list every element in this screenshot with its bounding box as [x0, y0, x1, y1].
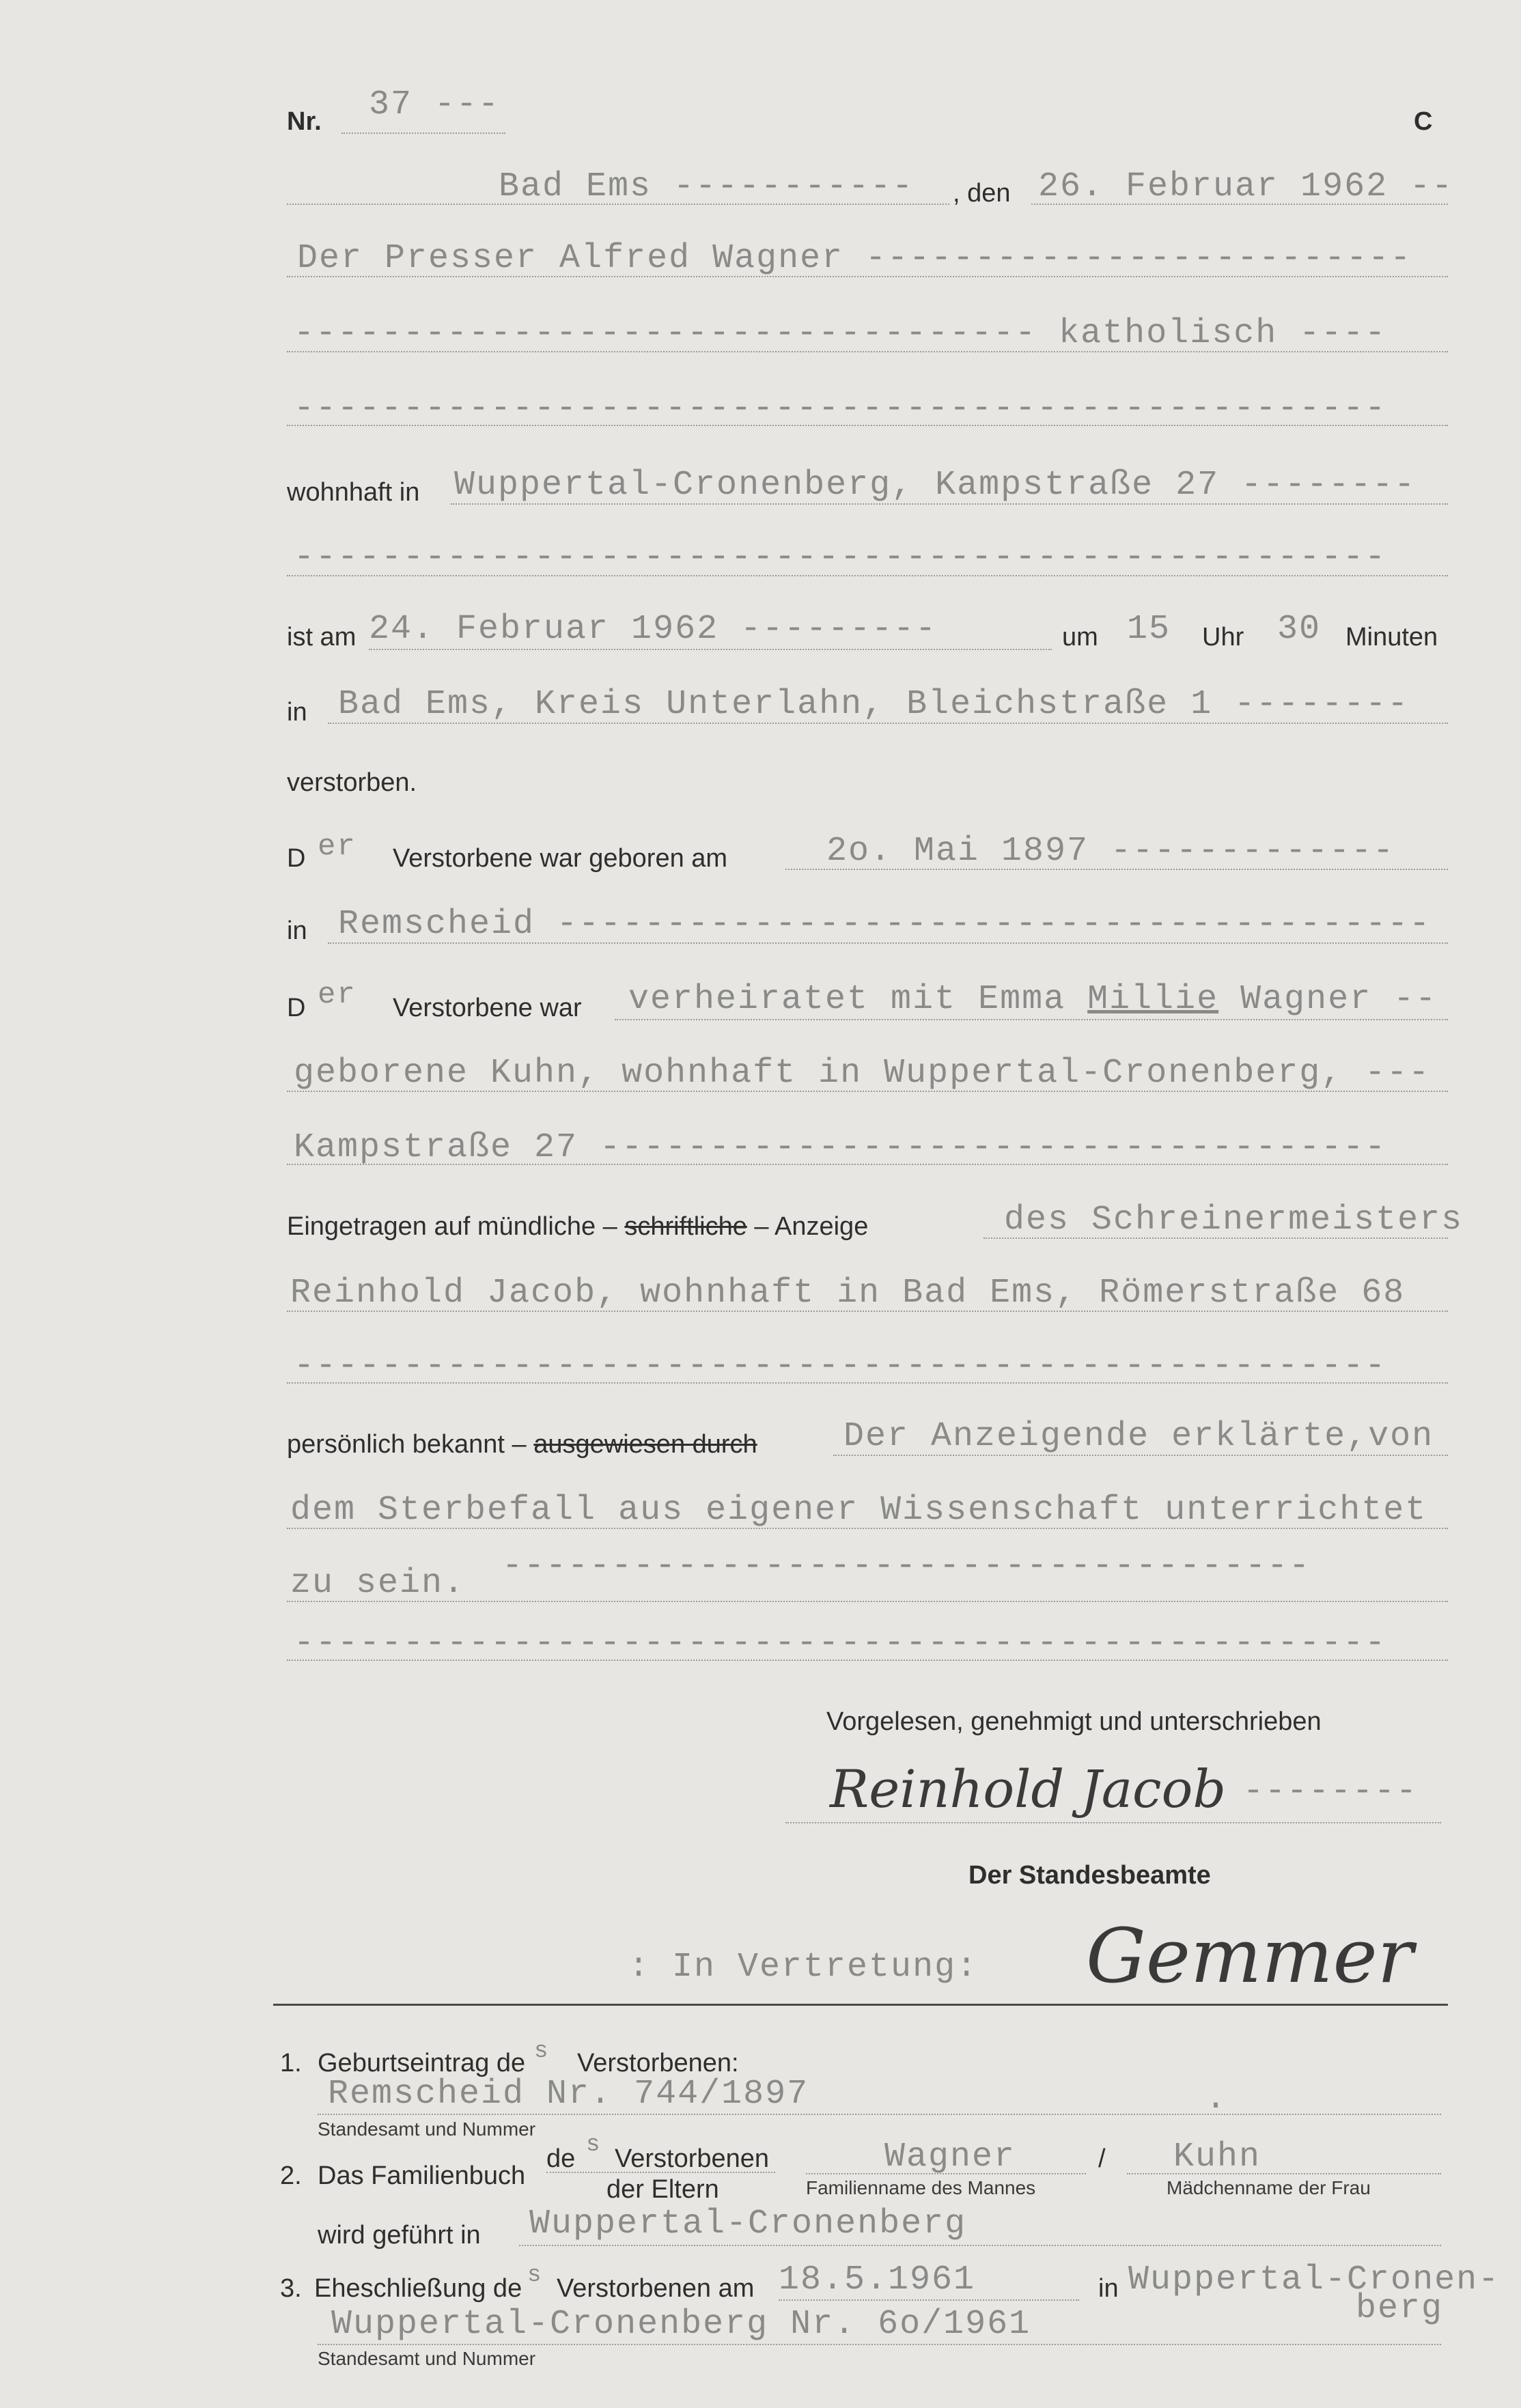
marriage-text-2: geborene Kuhn, wohnhaft in Wuppertal-Cronenberg, --- — [294, 1054, 1431, 1093]
dotline — [287, 1658, 1448, 1661]
marriage-text-1b: Wagner -- — [1240, 980, 1438, 1019]
dotline — [287, 1162, 1448, 1165]
note-2-suffix: s — [586, 2132, 602, 2158]
note-2-eltern: der Eltern — [606, 2175, 719, 2204]
statement-3b: ------------------------------------- — [502, 1547, 1311, 1586]
dotline — [615, 1018, 1448, 1020]
note-2-gefuehrt: wird geführt in — [318, 2221, 481, 2250]
note-3-number: 3. — [280, 2274, 302, 2303]
note-2-wife-name: Kuhn — [1173, 2138, 1261, 2176]
marriage-gender-suffix: er — [318, 978, 357, 1012]
statement-1: Der Anzeigende erklärte,von — [843, 1417, 1434, 1456]
in-vertretung-label: : In Vertretung: — [628, 1948, 979, 1987]
dotline — [287, 275, 1448, 277]
note-2-label: Das Familienbuch — [318, 2161, 526, 2190]
marriage-text-1 — [628, 980, 1437, 1019]
spouse-middle-name: Millie — [1087, 980, 1219, 1019]
register-date: 26. Februar 1962 -- — [1038, 167, 1454, 206]
dotline — [287, 574, 1448, 576]
birth-place: Remscheid ---------------------------------------- — [338, 905, 1432, 944]
dotline — [287, 1309, 1448, 1312]
identity-label-struck: ausgewiesen durch — [533, 1430, 757, 1459]
death-minutes: 30 — [1277, 610, 1322, 649]
identity-label-1: persönlich bekannt – — [287, 1430, 527, 1459]
informant-3: -------------------------------------------------- — [294, 1347, 1387, 1386]
note-2-number: 2. — [280, 2161, 302, 2190]
registrar-label: Der Standesbeamte — [968, 1861, 1211, 1890]
dotline — [369, 647, 1052, 650]
note-1-suffix: s — [534, 2039, 550, 2064]
dotline — [833, 1453, 1448, 1456]
footer-rule — [273, 2004, 1448, 2006]
dotline — [318, 2112, 1441, 2115]
residence: Wuppertal-Cronenberg, Kampstraße 27 -------- — [454, 466, 1417, 505]
dotline — [287, 202, 949, 205]
dotline — [779, 2298, 1079, 2301]
note-1-sub: Standesamt und Nummer — [318, 2118, 536, 2140]
nr-value: 37 --- — [369, 85, 501, 124]
note-3-sub: Standesamt und Nummer — [318, 2348, 536, 2369]
residence-cont: -------------------------------------------------- — [294, 538, 1387, 577]
note-2-de: de — [546, 2144, 576, 2173]
identity-label — [287, 1430, 757, 1459]
note-1-label-a: Geburtseintrag de — [318, 2049, 526, 2077]
death-in-label: in — [287, 698, 307, 727]
note-2-husband-name: Wagner — [884, 2138, 1016, 2176]
note-3-label-b: Verstorbenen am — [557, 2274, 755, 2303]
note-3-in: in — [1098, 2274, 1119, 2303]
verstorben-label: verstorben. — [287, 768, 417, 797]
note-1-number: 1. — [280, 2049, 302, 2077]
signature-line — [785, 1822, 1441, 1823]
nr-label: Nr. — [287, 107, 322, 136]
note-3-place-1: Wuppertal-Cronen- — [1128, 2260, 1501, 2299]
dotline — [328, 721, 1448, 724]
dotline — [287, 1381, 1448, 1384]
dotline — [318, 2342, 1441, 2345]
dotline — [546, 2170, 775, 2173]
informant-signature: Reinhold Jacob — [830, 1759, 1227, 1819]
uhr-label: Uhr — [1202, 623, 1244, 652]
marriage-text-1a: verheiratet mit Emma — [628, 980, 1066, 1019]
note-2-slash: / — [1098, 2144, 1106, 2173]
dotline — [328, 941, 1448, 944]
dotline — [287, 1526, 1448, 1529]
statement-4: -------------------------------------------------- — [294, 1624, 1387, 1663]
note-3-label-a: Eheschließung de — [314, 2274, 522, 2303]
note-2-wife-sub: Mädchenname der Frau — [1167, 2177, 1371, 2198]
registration-label-2: – Anzeige — [754, 1212, 869, 1241]
dotline — [287, 1089, 1448, 1092]
dotline — [519, 2243, 1441, 2246]
note-1-value: Remscheid Nr. 744/1897 — [328, 2075, 809, 2114]
dotline — [785, 867, 1448, 870]
registration-label-struck: schriftliche — [624, 1212, 747, 1241]
note-3-suffix: s — [527, 2263, 543, 2288]
um-label: um — [1062, 623, 1098, 652]
dotline — [1127, 2172, 1441, 2174]
birth-d-label: D — [287, 844, 306, 873]
register-place: Bad Ems ----------- — [499, 167, 915, 206]
dotline — [451, 502, 1448, 505]
death-date: 24. Februar 1962 --------- — [369, 610, 938, 649]
nr-dotline — [341, 131, 505, 134]
note-3-date: 18.5.1961 — [779, 2260, 976, 2299]
read-approved-label: Vorgelesen, genehmigt und unterschrieben — [826, 1707, 1322, 1736]
registration-label — [287, 1212, 868, 1242]
corner-letter: C — [1414, 107, 1433, 136]
note-3-place-2: berg — [1356, 2289, 1444, 2328]
note-1-label-b: Verstorbenen: — [577, 2049, 739, 2077]
birth-date: 2o. Mai 1897 ------------- — [826, 832, 1395, 871]
ist-am-label: ist am — [287, 623, 357, 652]
blank-line: -------------------------------------------------- — [294, 389, 1387, 428]
registrar-signature: Gemmer — [1086, 1912, 1414, 2000]
note-3-value: Wuppertal-Cronenberg Nr. 6o/1961 — [331, 2305, 1031, 2344]
marriage-text-3: Kampstraße 27 ------------------------------------ — [294, 1128, 1387, 1167]
person-name-line: Der Presser Alfred Wagner ------------------------- — [297, 239, 1412, 278]
birth-label: Verstorbene war geboren am — [393, 844, 728, 873]
note-1-dot: . — [1205, 2080, 1228, 2118]
informant-2: Reinhold Jacob, wohnhaft in Bad Ems, Römerstraße 68 — [290, 1274, 1406, 1313]
dotline — [806, 2172, 1086, 2174]
dotline — [287, 423, 1448, 426]
dotline — [1031, 202, 1448, 205]
informant-1: des Schreinermeisters — [1004, 1201, 1464, 1240]
dotline — [287, 1599, 1448, 1602]
minuten-label: Minuten — [1345, 623, 1438, 652]
marriage-label: Verstorbene war — [393, 994, 582, 1022]
den-label: , den — [953, 179, 1011, 208]
registration-label-1: Eingetragen auf mündliche – — [287, 1212, 617, 1241]
death-hour: 15 — [1127, 610, 1171, 649]
birth-gender-suffix: er — [318, 830, 357, 864]
birth-in-label: in — [287, 916, 307, 945]
religion-line: ---------------------------------- katholisch ---- — [294, 314, 1387, 353]
wohnhaft-label: wohnhaft in — [287, 478, 420, 507]
note-2-husband-sub: Familienname des Mannes — [806, 2177, 1036, 2198]
note-2-place: Wuppertal-Cronenberg — [529, 2204, 967, 2243]
dotline — [983, 1236, 1448, 1239]
note-2-verstorbenen: Verstorbenen — [615, 2144, 770, 2173]
marriage-d-label: D — [287, 994, 306, 1022]
statement-2: dem Sterbefall aus eigener Wissenschaft unterrichtet — [290, 1491, 1427, 1530]
informant-sig-dashes: -------- — [1243, 1772, 1419, 1811]
death-place: Bad Ems, Kreis Unterlahn, Bleichstraße 1 -------- — [338, 685, 1410, 724]
statement-3a: zu sein. — [290, 1564, 466, 1603]
dotline — [287, 350, 1448, 352]
